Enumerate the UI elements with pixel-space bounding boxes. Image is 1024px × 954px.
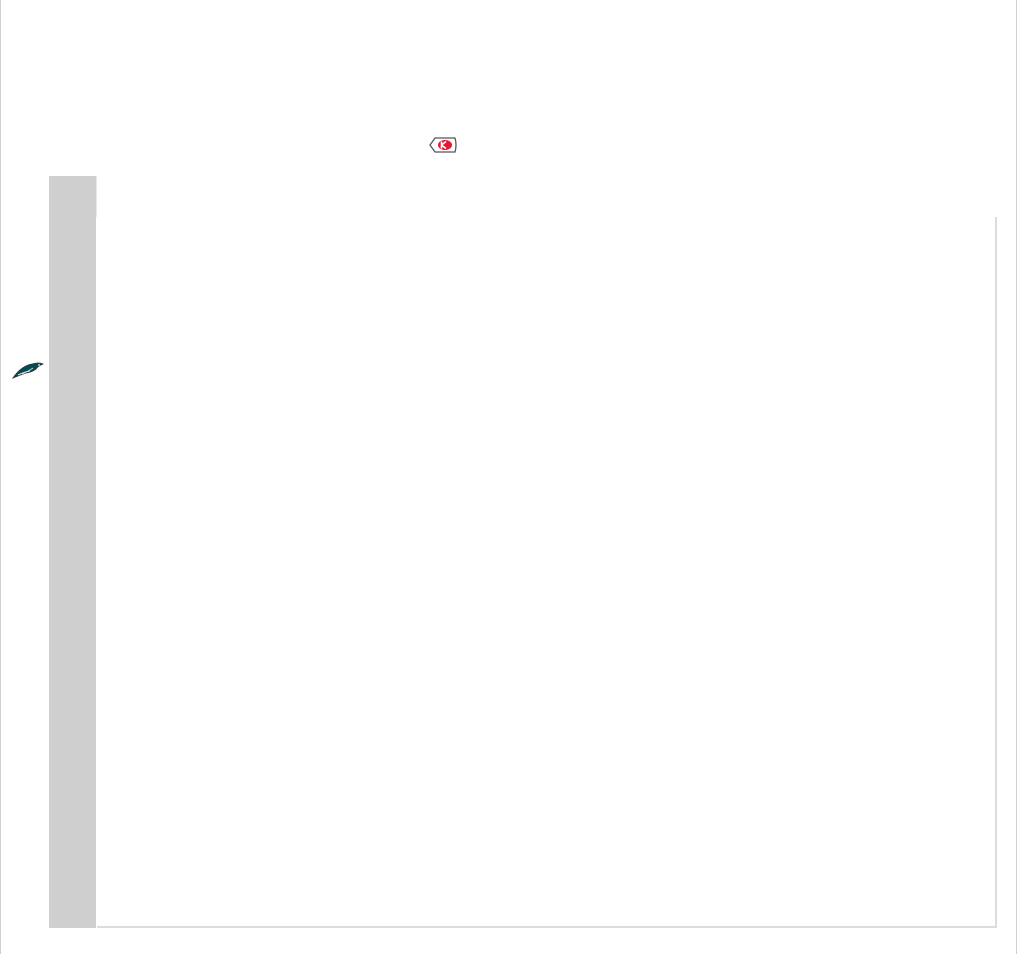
right-frame-border bbox=[1016, 0, 1017, 954]
chiefs-logo-icon bbox=[428, 135, 458, 159]
left-frame-border bbox=[0, 0, 1, 954]
grid-corner bbox=[49, 176, 97, 217]
top-team-header bbox=[428, 131, 466, 163]
squares-body bbox=[97, 217, 997, 928]
eagles-logo-icon bbox=[12, 360, 44, 386]
left-number-header bbox=[49, 217, 96, 928]
top-number-header bbox=[97, 176, 997, 217]
squares-grid bbox=[49, 176, 997, 928]
